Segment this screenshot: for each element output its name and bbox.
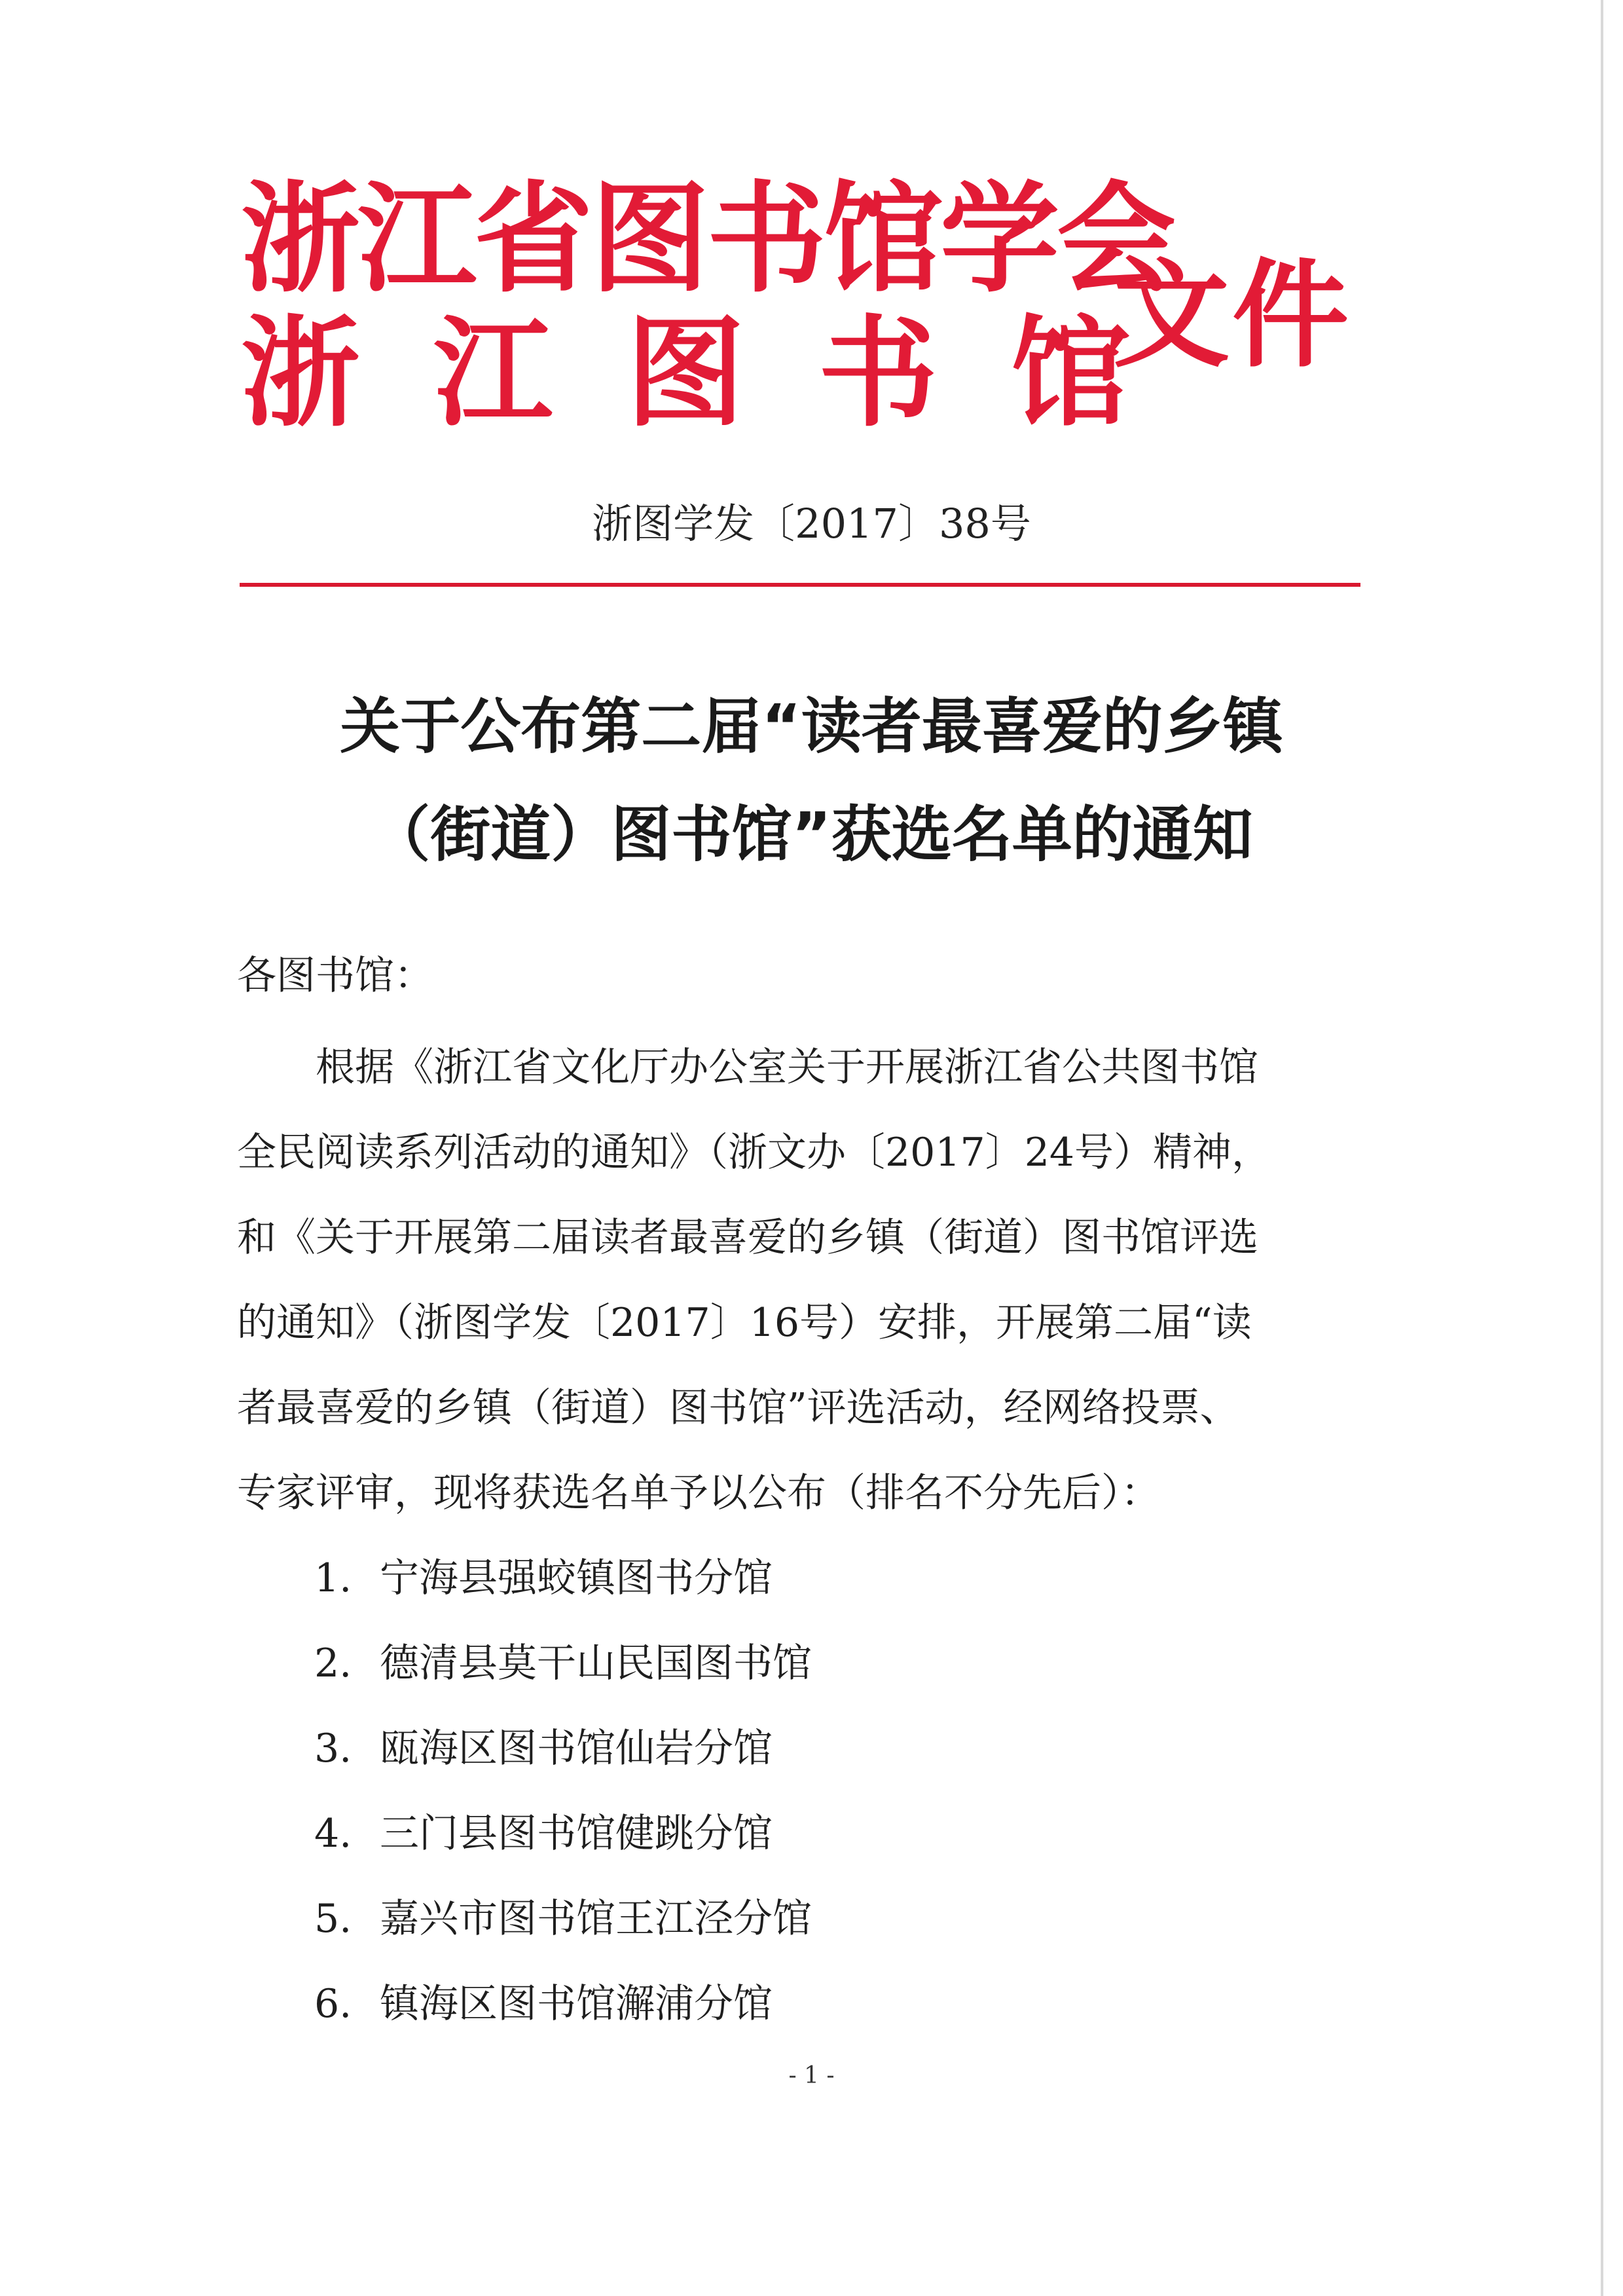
list-item-name: 三门县图书馆健跳分馆 bbox=[380, 1811, 773, 1857]
letterhead-org-line-2: 浙江图书馆 bbox=[241, 304, 1203, 443]
list-item-number: 1. bbox=[314, 1555, 352, 1601]
list-item-number: 3. bbox=[314, 1726, 352, 1771]
letterhead-org-line-1: 浙江省图书馆学会 bbox=[241, 170, 1173, 308]
list-item bbox=[314, 1807, 773, 1860]
list-item-name: 嘉兴市图书馆王江泾分馆 bbox=[380, 1896, 812, 1942]
body-line: 专家评审，现将获选名单予以公布（排名不分先后）： bbox=[237, 1470, 1160, 1516]
title-line-1: 关于公布第二届“读者最喜爱的乡镇 bbox=[340, 692, 1283, 762]
page-number: - 1 - bbox=[788, 2062, 835, 2089]
list-item-name: 德清县莫干山民国图书馆 bbox=[380, 1640, 812, 1686]
list-item bbox=[314, 1722, 773, 1775]
list-item-number: 2. bbox=[314, 1640, 352, 1686]
list-item-number: 4. bbox=[314, 1811, 352, 1857]
body-line: 和《关于开展第二届读者最喜爱的乡镇（街道）图书馆评选 bbox=[237, 1215, 1258, 1261]
title-line-2: （街道）图书馆”获选名单的通知 bbox=[370, 800, 1253, 870]
body-line: 者最喜爱的乡镇（街道）图书馆”评选活动，经网络投票、 bbox=[237, 1385, 1239, 1431]
body-line: 的通知》（浙图学发〔2017〕16号）安排，开展第二届“读 bbox=[237, 1300, 1252, 1346]
list-item-name: 镇海区图书馆澥浦分馆 bbox=[380, 1981, 773, 2027]
page-edge bbox=[1601, 0, 1603, 2296]
list-item bbox=[314, 1552, 773, 1604]
body-line: 根据《浙江省文化厅办公室关于开展浙江省公共图书馆 bbox=[316, 1045, 1258, 1090]
letterhead-file-word: 文件 bbox=[1113, 248, 1351, 383]
list-item bbox=[314, 1978, 773, 2030]
list-item-number: 6. bbox=[314, 1981, 352, 2027]
list-item-number: 5. bbox=[314, 1896, 352, 1942]
list-item bbox=[314, 1893, 812, 1945]
list-item-name: 瓯海区图书馆仙岩分馆 bbox=[380, 1726, 773, 1771]
red-divider bbox=[240, 583, 1360, 587]
document-number: 浙图学发〔2017〕38号 bbox=[592, 500, 1031, 547]
body-line: 全民阅读系列活动的通知》（浙文办〔2017〕24号）精神， bbox=[237, 1130, 1271, 1176]
list-item-name: 宁海县强蛟镇图书分馆 bbox=[380, 1555, 773, 1601]
salutation: 各图书馆： bbox=[237, 953, 433, 999]
list-item bbox=[314, 1637, 812, 1690]
